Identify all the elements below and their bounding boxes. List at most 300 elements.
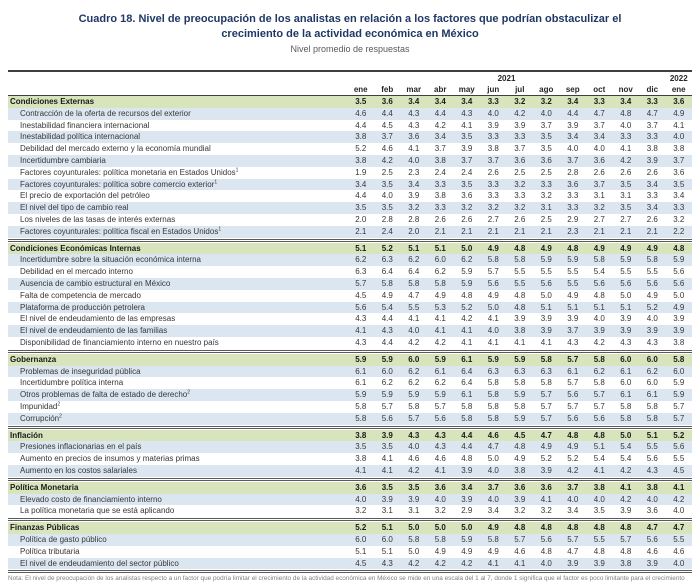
value-cell: 5.2 [381,243,393,253]
table-row [8,266,692,278]
value-cell: 6.3 [514,366,526,376]
value-cell: 4.9 [567,290,579,300]
value-cell: 3.5 [355,97,367,107]
value-cell: 4.7 [593,108,605,118]
row-label: Impunidad$^2$ [20,401,61,411]
value-cell: 3.4 [408,179,420,189]
value-cell: 4.9 [514,454,526,464]
table-row [8,254,692,266]
value-cell: 6.2 [593,366,605,376]
value-cell: 4.3 [381,558,393,568]
value-cell: 5.8 [461,413,473,423]
value-cell: 3.8 [673,337,685,347]
footnote-marker: 1 [218,226,222,233]
value-cell: 5.7 [567,534,579,544]
value-cell: 3.8 [646,144,658,154]
value-cell: 3.4 [355,179,367,189]
value-cell: 4.1 [514,337,526,347]
month-header-row [8,84,692,96]
value-cell: 4.0 [381,191,393,201]
value-cell: 3.7 [434,144,446,154]
value-cell: 4.9 [646,290,658,300]
row-label: Gobernanza [10,354,57,364]
value-cell: 3.5 [355,203,367,213]
value-cell: 5.8 [408,401,420,411]
value-cell: 4.1 [673,120,685,130]
value-cell: 5.5 [646,442,658,452]
value-cell: 5.6 [673,278,685,288]
value-cell: 5.6 [593,413,605,423]
value-cell: 5.8 [514,255,526,265]
value-cell: 5.1 [355,546,367,556]
value-cell: 3.9 [408,191,420,201]
value-cell: 4.7 [540,430,552,440]
value-cell: 4.6 [434,454,446,464]
value-cell: 6.1 [620,366,632,376]
value-cell: 3.9 [593,558,605,568]
value-cell: 3.3 [514,191,526,201]
row-label: Presiones inflacionarias en el país [20,442,142,452]
value-cell: 4.5 [355,290,367,300]
value-cell: 3.7 [540,120,552,130]
value-cell: 3.5 [673,179,685,189]
value-cell: 5.1 [646,430,658,440]
value-cell: 3.1 [408,506,420,516]
value-cell: 3.9 [620,314,632,324]
value-cell: 2.7 [593,215,605,224]
value-cell: 4.9 [434,290,446,300]
value-cell: 5.8 [487,401,499,411]
value-cell: 5.8 [381,278,393,288]
value-cell: 5.6 [646,278,658,288]
table-row [8,120,692,132]
value-cell: 3.6 [567,179,579,189]
month-column-header: ago [539,85,554,95]
value-cell: 4.0 [487,326,499,336]
value-cell: 5.5 [646,267,658,277]
value-cell: 3.9 [461,465,473,475]
value-cell: 4.1 [355,326,367,336]
value-cell: 4.1 [620,144,632,154]
value-cell: 5.4 [381,302,393,312]
value-cell: 4.0 [540,108,552,118]
value-cell: 3.4 [461,482,473,492]
value-cell: 3.5 [381,203,393,213]
value-cell: 2.6 [461,215,473,224]
value-cell: 4.8 [514,523,526,533]
value-cell: 3.9 [593,326,605,336]
value-cell: 5.9 [567,255,579,265]
value-cell: 3.8 [673,144,685,154]
section-separator [8,426,692,429]
row-label: Condiciones Externas [10,97,95,107]
value-cell: 3.2 [593,203,605,213]
table-row [8,441,692,453]
value-cell: 3.3 [620,132,632,142]
value-cell: 4.8 [620,523,632,533]
value-cell: 5.8 [434,534,446,544]
value-cell: 5.2 [567,454,579,464]
value-cell: 6.1 [646,390,658,400]
value-cell: 4.7 [646,108,658,118]
value-cell: 5.9 [673,378,685,388]
month-header-spacer [8,84,348,95]
row-label: Incertidumbre política interna [20,378,124,388]
table-row [8,131,692,143]
value-cell: 5.8 [540,354,552,364]
value-cell: 4.8 [673,243,685,253]
value-cell: 5.5 [620,267,632,277]
value-cell: 1.9 [355,167,367,177]
month-column-header: jul [515,85,525,95]
value-cell: 4.1 [593,465,605,475]
value-cell: 6.0 [646,378,658,388]
value-cell: 4.7 [408,290,420,300]
value-cell: 3.9 [487,120,499,130]
value-cell: 4.0 [673,506,685,516]
value-cell: 5.1 [593,302,605,312]
table-row [8,534,692,546]
value-cell: 5.2 [461,302,473,312]
value-cell: 5.8 [593,378,605,388]
value-cell: 3.4 [434,97,446,107]
table-row [8,302,692,314]
value-cell: 5.4 [593,454,605,464]
value-cell: 3.9 [646,558,658,568]
value-cell: 4.9 [673,302,685,312]
value-cell: 3.3 [434,203,446,213]
value-cell: 6.2 [408,255,420,265]
value-cell: 3.8 [646,482,658,492]
value-cell: 2.6 [514,215,526,224]
value-cell: 5.7 [540,390,552,400]
value-cell: 4.8 [514,302,526,312]
value-cell: 3.8 [593,482,605,492]
month-column-header: mar [406,85,422,95]
value-cell: 5.8 [355,413,367,423]
value-cell: 4.8 [593,430,605,440]
value-cell: 2.7 [487,215,499,224]
value-cell: 6.1 [461,354,473,364]
value-cell: 3.1 [620,191,632,201]
value-cell: 4.0 [646,494,658,504]
value-cell: 4.7 [567,546,579,556]
value-cell: 3.4 [567,506,579,516]
value-cell: 5.5 [593,534,605,544]
value-cell: 4.6 [646,546,658,556]
month-column-header: nov [618,85,633,95]
value-cell: 3.5 [408,482,420,492]
row-label: El nivel de endeudamiento de las empresas [20,314,176,324]
value-cell: 3.4 [646,179,658,189]
value-cell: 2.0 [408,226,420,236]
value-cell: 5.6 [646,534,658,544]
value-cell: 3.7 [593,120,605,130]
table-row [8,389,692,401]
table-row [8,377,692,389]
value-cell: 4.0 [567,494,579,504]
value-cell: 3.7 [567,156,579,166]
value-cell: 5.0 [487,302,499,312]
value-cell: 2.6 [620,167,632,177]
value-cell: 5.8 [487,413,499,423]
month-column-header: oct [593,85,606,95]
row-label: Aumento en los costos salariales [20,465,137,475]
value-cell: 3.8 [355,132,367,142]
value-cell: 3.6 [408,132,420,142]
value-cell: 4.9 [381,290,393,300]
value-cell: 4.2 [434,558,446,568]
value-cell: 5.9 [408,390,420,400]
value-cell: 3.7 [381,132,393,142]
value-cell: 5.9 [381,354,393,364]
value-cell: 5.7 [567,378,579,388]
value-cell: 4.9 [673,108,685,118]
footnote-marker: 1 [235,167,239,174]
value-cell: 3.2 [540,97,552,107]
row-label: Incertidumbre cambiaria [20,156,106,166]
row-label: Contracción de la oferta de recursos del exterior [20,108,191,118]
row-label: Falta de competencia de mercado [20,290,141,300]
value-cell: 4.8 [593,546,605,556]
table-subtitle: Nivel promedio de respuestas [290,44,410,55]
value-cell: 3.8 [355,430,367,440]
section-header-row [8,522,692,534]
section-header-row [8,96,692,108]
value-cell: 3.4 [461,97,473,107]
value-cell: 5.8 [487,255,499,265]
value-cell: 5.8 [620,413,632,423]
value-cell: 6.0 [620,378,632,388]
value-cell: 3.7 [673,156,685,166]
value-cell: 5.8 [408,278,420,288]
value-cell: 3.1 [593,191,605,201]
table-row [8,494,692,506]
value-cell: 5.9 [355,390,367,400]
value-cell: 4.0 [593,314,605,324]
value-cell: 4.9 [434,546,446,556]
value-cell: 3.5 [540,144,552,154]
value-cell: 5.1 [620,302,632,312]
value-cell: 3.1 [540,203,552,213]
table-row [8,226,692,238]
row-label: Política tributaria [20,546,80,556]
value-cell: 3.5 [355,442,367,452]
value-cell: 5.0 [434,523,446,533]
value-cell: 3.9 [381,494,393,504]
value-cell: 4.6 [355,108,367,118]
row-label: Inestabilidad financiera internacional [20,120,150,130]
value-cell: 4.1 [434,326,446,336]
value-cell: 3.9 [567,314,579,324]
table-row [8,366,692,378]
section-separator [8,350,692,353]
value-cell: 4.1 [487,314,499,324]
value-cell: 3.3 [673,203,685,213]
value-cell: 3.8 [620,558,632,568]
value-cell: 4.3 [434,442,446,452]
value-cell: 3.3 [487,179,499,189]
value-cell: 5.1 [381,523,393,533]
value-cell: 4.1 [408,314,420,324]
value-cell: 5.2 [673,430,685,440]
value-cell: 4.4 [381,337,393,347]
value-cell: 4.3 [620,337,632,347]
value-cell: 3.3 [646,97,658,107]
value-cell: 4.1 [381,465,393,475]
value-cell: 2.5 [540,167,552,177]
value-cell: 2.8 [408,215,420,224]
table-title: Cuadro 18. Nivel de preocupación de los analistas en relación a los factores que podrían obstaculizar el crecimiento de la actividad económica en México [78,13,622,40]
value-cell: 2.1 [593,226,605,236]
value-cell: 4.2 [673,494,685,504]
value-cell: 3.8 [514,326,526,336]
value-cell: 4.3 [567,337,579,347]
value-cell: 4.9 [487,243,499,253]
value-cell: 4.0 [646,314,658,324]
value-cell: 2.4 [461,167,473,177]
value-cell: 4.2 [461,314,473,324]
value-cell: 6.2 [355,255,367,265]
value-cell: 5.6 [593,278,605,288]
value-cell: 2.3 [567,226,579,236]
value-cell: 3.3 [646,132,658,142]
value-cell: 3.9 [381,430,393,440]
value-cell: 3.9 [620,506,632,516]
value-cell: 5.1 [567,302,579,312]
value-cell: 4.2 [567,465,579,475]
value-cell: 5.6 [567,390,579,400]
section-header-row [8,430,692,442]
value-cell: 4.5 [514,430,526,440]
value-cell: 4.4 [355,191,367,201]
value-cell: 5.6 [540,278,552,288]
value-cell: 3.9 [620,326,632,336]
value-cell: 2.9 [567,215,579,224]
value-cell: 5.1 [434,243,446,253]
section-separator [8,570,692,573]
value-cell: 5.6 [540,534,552,544]
value-cell: 3.9 [514,494,526,504]
value-cell: 4.4 [381,108,393,118]
value-cell: 3.6 [381,97,393,107]
value-cell: 3.1 [381,506,393,516]
value-cell: 5.5 [567,278,579,288]
value-cell: 4.8 [620,108,632,118]
value-cell: 5.1 [408,243,420,253]
value-cell: 4.9 [487,546,499,556]
row-label: El nivel de endeudamiento de las familias [20,326,168,336]
value-cell: 4.5 [673,465,685,475]
value-cell: 4.4 [381,314,393,324]
value-cell: 5.0 [620,430,632,440]
value-cell: 4.3 [355,314,367,324]
value-cell: 5.2 [646,302,658,312]
value-cell: 4.1 [461,337,473,347]
value-cell: 5.5 [673,534,685,544]
value-cell: 5.0 [408,546,420,556]
value-cell: 5.5 [514,278,526,288]
year-header-spacer [8,73,348,84]
value-cell: 4.0 [567,144,579,154]
value-cell: 4.4 [461,442,473,452]
month-column-header: abr [434,85,447,95]
value-cell: 3.9 [673,326,685,336]
value-cell: 5.1 [540,302,552,312]
value-cell: 5.4 [620,454,632,464]
value-cell: 5.9 [461,534,473,544]
value-cell: 3.2 [673,215,685,224]
value-cell: 5.7 [408,413,420,423]
row-label: El nivel de endeudamiento del sector público [20,558,179,568]
row-label: Factores coyunturales: política fiscal en Estados Unidos$^1$ [20,226,222,236]
value-cell: 5.0 [408,523,420,533]
table-row [8,108,692,120]
value-cell: 4.6 [487,430,499,440]
table-row [8,155,692,167]
row-label: El precio de exportación del petróleo [20,191,150,201]
value-cell: 3.9 [540,465,552,475]
value-cell: 3.7 [461,156,473,166]
table-row [8,546,692,558]
value-cell: 4.4 [434,108,446,118]
value-cell: 3.3 [434,179,446,189]
value-cell: 3.2 [514,203,526,213]
value-cell: 3.7 [646,120,658,130]
value-cell: 3.4 [593,132,605,142]
value-cell: 5.9 [487,354,499,364]
row-label: Factores coyunturales: política monetaria en Estados Unidos$^1$ [20,167,239,177]
value-cell: 2.1 [461,226,473,236]
value-cell: 2.1 [540,226,552,236]
value-cell: 2.5 [514,167,526,177]
value-cell: 4.2 [408,465,420,475]
row-label: La política monetaria que se está aplicando [20,506,175,516]
table-row [8,453,692,465]
value-cell: 3.5 [461,179,473,189]
value-cell: 4.1 [434,465,446,475]
value-cell: 4.9 [567,442,579,452]
value-cell: 2.3 [408,167,420,177]
value-cell: 5.1 [381,546,393,556]
value-cell: 3.9 [646,156,658,166]
value-cell: 5.6 [673,267,685,277]
value-cell: 4.3 [646,337,658,347]
value-cell: 5.1 [355,243,367,253]
value-cell: 5.8 [487,378,499,388]
row-label: Corrupción$^2$ [20,413,62,423]
value-cell: 4.9 [620,243,632,253]
value-cell: 2.6 [434,215,446,224]
value-cell: 3.3 [514,132,526,142]
value-cell: 3.5 [620,203,632,213]
value-cell: 6.2 [461,255,473,265]
value-cell: 6.0 [355,534,367,544]
value-cell: 4.1 [487,558,499,568]
value-cell: 5.8 [461,401,473,411]
value-cell: 6.0 [408,354,420,364]
value-cell: 5.8 [514,401,526,411]
year-label-2021: 2021 [497,74,516,84]
value-cell: 5.2 [355,523,367,533]
row-label: Elevado costo de financiamiento interno [20,494,162,504]
section-header-row [8,354,692,366]
value-cell: 5.4 [620,442,632,452]
value-cell: 2.1 [487,226,499,236]
value-cell: 6.4 [381,267,393,277]
value-cell: 2.2 [673,226,685,236]
table-row [8,401,692,413]
